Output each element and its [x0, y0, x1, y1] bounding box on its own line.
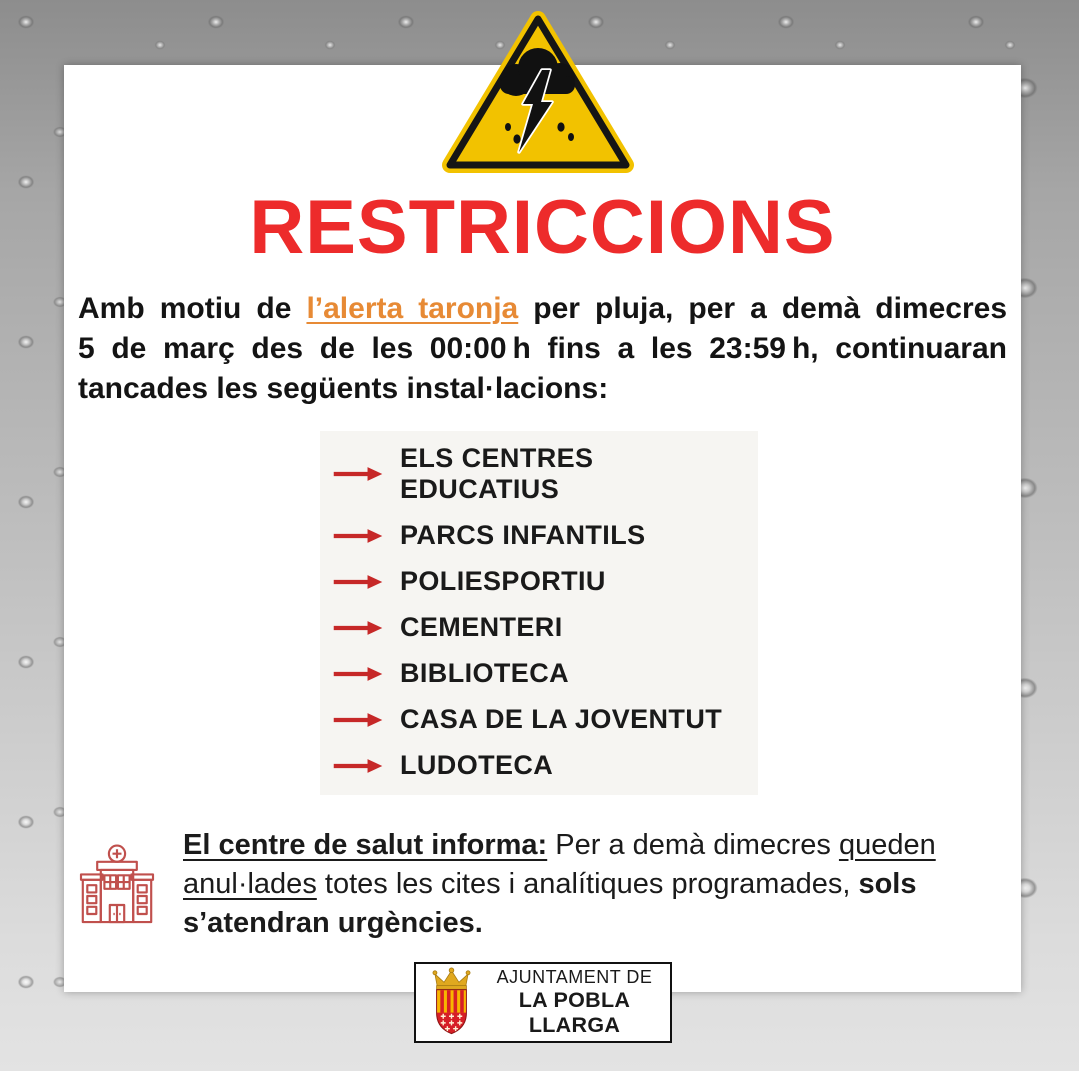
- list-item: [332, 658, 758, 689]
- health-center-building-icon: [72, 842, 162, 932]
- ajuntament-line-1: AJUNTAMENT DE: [496, 967, 653, 987]
- list-item: [332, 443, 758, 505]
- ajuntament-logo-box: [414, 962, 672, 1043]
- intro-paragraph: [78, 289, 1007, 409]
- list-item: [332, 704, 758, 735]
- intro-line1-post: per pluja, per a demà dimecres: [518, 292, 1007, 325]
- health-notice-title: El centre de salut informa:: [183, 829, 548, 861]
- red-arrow-icon: [332, 757, 384, 775]
- ajuntament-line-2: LA POBLA LLARGA: [518, 988, 631, 1037]
- red-arrow-icon: [332, 711, 384, 729]
- red-arrow-icon: [332, 465, 384, 483]
- health-notice-underline-2: anul·lades: [183, 868, 317, 900]
- list-item: [332, 750, 758, 781]
- la-pobla-llarga-coat-of-arms: [425, 967, 478, 1039]
- intro-line1-pre: Amb motiu de: [78, 292, 307, 325]
- health-notice: [183, 826, 1007, 943]
- red-arrow-icon: [332, 573, 384, 591]
- intro-line-1: [78, 289, 1007, 329]
- closed-facilities-list: [320, 431, 758, 795]
- red-arrow-icon: [332, 665, 384, 683]
- health-notice-bold-1: sols: [858, 868, 917, 900]
- red-arrow-icon: [332, 527, 384, 545]
- facility-label: ELS CENTRES EDUCATIUS: [400, 443, 594, 504]
- list-item: [332, 566, 758, 597]
- facility-label: PARCS INFANTILS: [400, 520, 646, 550]
- facility-label: CASA DE LA JOVENTUT: [400, 704, 723, 734]
- health-notice-text-2: totes les cites i analítiques programades,: [316, 868, 859, 900]
- list-item: [332, 520, 758, 551]
- health-notice-bold-2: s’atendran urgències.: [183, 907, 483, 939]
- facility-label: LUDOTECA: [400, 750, 554, 780]
- facility-label: BIBLIOTECA: [400, 658, 569, 688]
- health-notice-text-1: Per a demà dimecres: [547, 829, 839, 861]
- ajuntament-name: [487, 967, 662, 1038]
- health-notice-underline-1: queden: [838, 829, 936, 861]
- intro-line-3: tancades les següents instal·lacions:: [78, 372, 609, 405]
- red-arrow-icon: [332, 619, 384, 637]
- facility-label: POLIESPORTIU: [400, 566, 606, 596]
- list-item: [332, 612, 758, 643]
- page-title: RESTRICCIONS: [249, 185, 836, 270]
- storm-warning-triangle-icon: [437, 6, 639, 178]
- facility-label: CEMENTERI: [400, 612, 563, 642]
- intro-line-2: 5 de març des de les 00:00 h fins a les 23:59 h, continuaran: [78, 332, 1007, 365]
- orange-alert-link[interactable]: l’alerta taronja: [306, 292, 519, 325]
